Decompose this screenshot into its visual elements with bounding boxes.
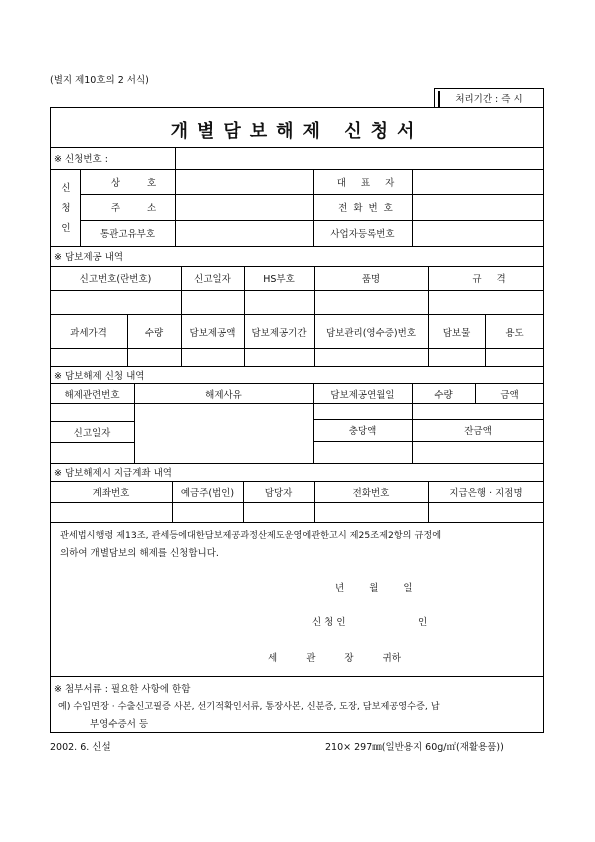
trade-name-label: 상 호 (110, 178, 169, 189)
applied-amount-label: 충당액 (348, 426, 377, 437)
business-number-label: 사업자등록번호 (330, 229, 395, 240)
col-account-holder: 예금주(법인) (180, 488, 235, 499)
date-line: 년 월 일 (335, 583, 413, 594)
release-date-label: 담보제공연월일 (330, 389, 395, 401)
col-declaration-no: 신고번호(란번호) (79, 274, 152, 285)
col-phone-number: 전화번호 (352, 488, 390, 499)
declaration-line-1: 관세법시행령 제13조, 관세등에대한담보제공과정산제도운영에관한고시 제25조제2항의 규정에 (60, 530, 442, 541)
report-date-label: 신고일자 (73, 428, 111, 439)
col-bank-branch: 지급은행 · 지점명 (449, 488, 523, 499)
form-number: (별지 제10호의 2 서식) (50, 75, 149, 86)
attachments-title: ※ 첨부서류 : 필요한 사항에 한함 (54, 684, 191, 695)
applicant-side-3: 인 (61, 223, 71, 234)
seal-mark: 인 (418, 617, 428, 628)
processing-period: 처리기간 : 즉 시 (434, 88, 544, 107)
address-label: 주 소 (110, 203, 169, 214)
footer-established: 2002. 6. 신설 (50, 742, 111, 753)
col-spec: 규 격 (472, 274, 512, 285)
col-collateral-item: 담보물 (442, 327, 471, 339)
col-contact-person: 담당자 (264, 488, 293, 499)
col-receipt-number: 담보관리(영수증)번호 (325, 327, 416, 339)
col-item-name: 품명 (361, 274, 381, 285)
release-reason-label: 해제사유 (205, 389, 242, 401)
release-ref-label: 해제관련번호 (64, 389, 120, 401)
account-section-title: ※ 담보해제시 지급계좌 내역 (54, 468, 172, 479)
col-collateral-amount: 담보제공액 (189, 327, 236, 339)
col-taxable-value: 과세가격 (70, 327, 107, 339)
form-title: 개별담보해제 신청서 (170, 121, 424, 142)
representative-label: 대 표 자 (336, 178, 401, 189)
col-collateral-period: 담보제공기간 (251, 327, 307, 339)
attachments-list-cont: 부영수증서 등 (90, 719, 149, 730)
release-section-title: ※ 담보해제 신청 내역 (54, 370, 145, 382)
phone-label: 전화번호 (338, 203, 399, 214)
balance-label: 잔금액 (464, 426, 492, 437)
release-qty-label: 수량 (434, 389, 453, 401)
addressee: 세 관 장 귀하 (268, 653, 401, 664)
application-number-label: ※ 신청번호 : (54, 154, 108, 165)
collateral-section-title: ※ 담보제공 내역 (54, 252, 124, 263)
customs-code-label: 통관고유부호 (99, 229, 156, 240)
col-quantity: 수량 (144, 327, 164, 339)
attachments-list: 예) 수입면장 · 수출신고필증 사본, 선기적확인서류, 통장사본, 신분증, 도장, 담보제공영수증, 납 (58, 701, 440, 712)
col-usage: 용도 (505, 327, 524, 339)
applicant-signature-label: 신청인 (312, 617, 349, 628)
applicant-side-2: 청 (61, 203, 71, 214)
declaration-line-2: 의하여 개별담보의 해제를 신청합니다. (60, 548, 219, 559)
release-amount-label: 금액 (500, 389, 519, 401)
col-hs-code: HS부호 (263, 274, 295, 285)
col-declaration-date: 신고일자 (194, 274, 231, 285)
footer-paper-spec: 210× 297㎜(일반용지 60g/㎡(재활용품)) (325, 742, 504, 753)
applicant-side-1: 신 (61, 183, 71, 194)
col-account-number: 계좌번호 (92, 488, 130, 499)
